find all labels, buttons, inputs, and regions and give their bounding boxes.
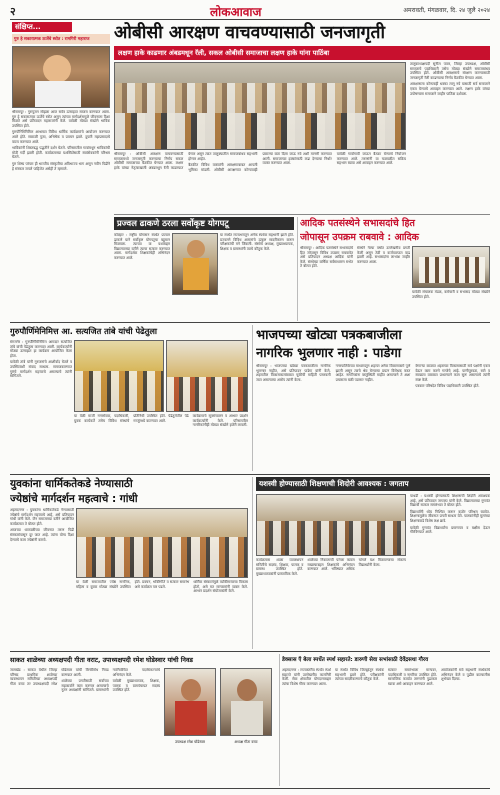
lead-body-right: तालुकाध्यक्षपदी सुनील पवार, जिल्हा उपाध्यक्ष, ओबीसी समाजाचे पदाधिकारी तसेच मोठ्या संख्येने समाजबांधव उपस्थित होते. ओबीसी आरक्षणाचे संरक्षण करण्यासाठी जनजागृती रॅली काढण्याचा निर्णय बैठकीत घेण्यात आला. आरक्षणाला कोणताही धक्का लागू नये यासाठी सर्व समाजाने एकत्र येण्याचे आवाहन करण्यात आले. लक्षण हाके यांच्या उपोषणाला समाजाने जाहीर पाठिंबा दर्शवला. [410, 62, 490, 96]
story4-photo-2 [166, 340, 248, 412]
section-rule [10, 322, 490, 323]
story9-body: अहमदनगर : राज्यस्तरीय स्पर्धेत स्पर्श सहारते यांनी उल्लेखनीय कामगिरी केली. सेवा क्षेत्रातील योगदानाबद्दल त्यांचा विशेष गौरव करण्यात आला. या स्पर्धेत विविध जिल्ह्यांतून स्पर्धक सहभागी झाले होते. परीक्षकांनी त्यांच्या सादरीकरणाचे कौतुक केले. सत्कार समारंभाला मान्यवर, पदाधिकारी व नागरिक उपस्थित होते. सामाजिक कार्यात तरुणांनी पुढाकार घ्यावा असे आवाहन करण्यात आले. आयोजकांनी सर्व सहभागी स्पर्धकांचे अभिनंदन केले व पुढील वाटचालीस शुभेच्छा दिल्या. [282, 668, 490, 686]
story2-headline: प्रज्वल ढाकणे ठरला सर्वोकृष्ट योगपटू [114, 217, 294, 230]
footer-rule [10, 788, 490, 789]
page-header [10, 4, 490, 18]
caption-2: अध्यक्ष गीता वराट [234, 740, 258, 744]
header-rule [10, 19, 490, 20]
story4-body-left: संगमनेर : गुरुपौर्णिमेनिमित्त आमदार सत्यजित तांबे यांची पेढेतुला करण्यात आली. कार्यकर्त्यांनी मोठ्या उत्साहात हा कार्यक्रम आयोजित केला होता. यावेळी तांबे यांनी गुरुजनांचे आशीर्वाद घेतले व उपस्थितांशी संवाद साधला. समाजकारणात गुरुंचे मार्गदर्शन महत्त्वाचे असल्याचे त्यांनी सांगितले. [10, 340, 72, 379]
story5-headline-2: नागरिक भुलणार नाही : पाडेगा [256, 346, 402, 361]
story7-headline: यशस्वी होण्यासाठी शिक्षणाची शिदोरी आवश्यक : जगताप [256, 477, 490, 491]
column-divider [252, 477, 253, 649]
section-rule [10, 651, 490, 652]
story5-body: श्रीरामपूर : भाजपच्या खोट्या पत्रकबाजीला नागरिक भुलणार नाहीत, असे प्रतिपादन पाडेगा यांनी केले. शहरातील विकासकामांबाबत चुकीची माहिती पसरवली जात असल्याचा आरोप त्यांनी केला. नगरपालिकेच्या माध्यमातून शहरात अनेक विकासकामे पूर्ण झाली असून त्याचे श्रेय घेण्याचा प्रयत्न विरोधक करत आहेत. नागरिकांना वस्तुस्थिती माहीत असल्याने ते अशा प्रचाराला बळी पडणार नाहीत. येणाऱ्या काळात शहराच्या विकासासाठी सर्व पक्षांनी एकत्र येऊन काम करणे गरजेचे आहे. पाणीपुरवठा, रस्ते व स्वच्छता याबाबत प्राधान्याने काम सुरू असल्याचे त्यांनी स्पष्ट केले. पत्रकार परिषदेत विविध पदाधिकारी उपस्थित होते. [256, 364, 490, 389]
story2-body-right: या स्पर्धेत राज्यभरातून अनेक स्पर्धक सहभागी झाले होते. प्रज्वलने विविध आसनांचे उत्कृष्ट सादरीकरण करून परीक्षकांची मने जिंकली. संस्थेचे अध्यक्ष, मुख्याध्यापक, शिक्षक व ग्रामस्थांनी त्याचे कौतुक केले. [220, 233, 294, 251]
story2-body-left: कोल्हार : राष्ट्रीय योगासन स्पर्धेत प्रज्वल ढाकणे याने सर्वोकृष्ट योगपटूचा बहुमान मिळवला. त्याच्या या यशाबद्दल विद्यालयाच्या वतीने त्याचा सत्कार करण्यात आला. मार्गदर्शक शिक्षकांचेही अभिनंदन करण्यात आले. [114, 233, 170, 260]
lead-subheadline: लक्षण हाके काढणार अंबडमधून रॅली, सकल ओबीसी समाजाचा लक्षण हाके यांना पाठिंबा [114, 46, 490, 60]
sidebar-item-title: गुरु हे सकारात्मक ऊर्जेचे स्त्रोत : रामगिरी महाराज [12, 34, 110, 44]
lead-body-left: श्रीरामपूर : ओबीसी आरक्षण वाचवण्यासाठी समाजामध्ये जनजागृती करण्याचा निर्णय सकल ओबीसी समाजाच्या बैठकीत घेण्यात आला. लक्षण हाके यांच्या नेतृत्वाखाली अंबडमधून रॅली काढण्यात येणार असून त्यात तालुक्यातील समाजबांधव सहभागी होणार आहेत. बैठकीत विविध वक्त्यांनी आरक्षणाबाबत आपली भूमिका मांडली. ओबीसी आरक्षणात कोणत्याही प्रकारचा वाटा दिला जाऊ नये अशी मागणी करण्यात आली. समाजाच्या हक्कांसाठी लढा देण्याचा निर्धार व्यक्त करण्यात आला. यावेळी गावोगावी जाऊन बैठका घेण्याचे नियोजन करण्यात आले. तरुणांनी या चळवळीत सक्रिय सहभाग घ्यावा असे आवाहन करण्यात आले. [114, 152, 406, 172]
section-rule [10, 474, 490, 475]
column-divider [279, 654, 280, 786]
column-divider [252, 325, 253, 471]
sidebar-body: श्रीरामपूर : गुरुपूजन सोहळा आज सर्वत्र उत्साहात साजरा करण्यात आला. गुरु हे सकारात्मक ऊर्जेचे स्त्रोत असून त्यांच्या मार्गदर्शनामुळे जीवनाला दिशा मिळते असे प्रतिपादन महाराजांनी केले. यावेळी मोठ्या संख्येने भाविक उपस्थित होते. गुरुपौर्णिमेनिमित्त आश्रमात विविध धार्मिक कार्यक्रमांचे आयोजन करण्यात आले होते. सकाळी पूजा, अभिषेक व प्रवचन झाले. दुपारी महाप्रसादाचे वाटप करण्यात आले. भाविकांनी शिस्तबद्ध पद्धतीने दर्शन घेतले. परिसरातील गावांमधून भाविकांची मोठी गर्दी झाली होती. कार्यक्रमाच्या यशस्वितेसाठी स्वयंसेवकांनी परिश्रम घेतले. गुरु शिष्य परंपरा ही भारतीय संस्कृतीचा अविभाज्य भाग असून नवीन पिढीने हे संस्कार जपले पाहिजेत असेही ते म्हणाले. [12, 110, 110, 171]
lead-headline: ओबीसी आरक्षण वाचवण्यासाठी जनजागृती [114, 23, 386, 43]
issue-date: अमरावती, मंगळवार, दि. २४ जुलै २०२४ [403, 7, 490, 14]
column-divider [297, 217, 298, 321]
story8-headline: साकत शाळेच्या अध्यक्षपदी गीता वराट, उपाध्यक्षपदी रमेश घोडेस्वार यांची निवड [10, 656, 193, 664]
story2-photo [172, 233, 218, 295]
story4-photo-1 [74, 340, 164, 412]
story3-photo [412, 246, 490, 288]
story6-headline-2: ज्येष्ठांचे मार्गदर्शन महत्वाचे : गांधी [10, 493, 138, 505]
story3-body: श्रीरामपूर : आदिक पतसंस्थेने सभासदांचे हित जोपासून विविध उपक्रम राबवावेत असे प्रतिपादन अध्यक्ष आदिक यांनी केले. संस्थेच्या वार्षिक सर्वसाधारण सभेत ते बोलत होते. संस्थेने गेल्या वर्षात उल्लेखनीय प्रगती केली असून ठेवी व कर्जवाटपात वाढ झाली आहे. सभासदांना लाभांश जाहीर करण्यात आला. [300, 246, 410, 269]
story3-body-2: यावेळी संचालक मंडळ, कर्मचारी व सभासद मोठ्या संख्येने उपस्थित होते. [412, 290, 490, 299]
story9-headline: डेक्सास ऍ बेला स्पर्धेत स्पर्श सहारते: डारुणी सेवा सभांसाठी देवेंद्रसथा गौरव [282, 657, 429, 663]
sidebar-label: संक्षिप्त... [12, 22, 72, 32]
lead-photo [114, 62, 406, 150]
masthead: लोकआवाज [210, 5, 262, 19]
story8-photo-2 [220, 668, 272, 736]
story6-photo [76, 508, 248, 578]
story3-subheadline: जोपासून उपक्रम राबवावे : आदिक [300, 232, 419, 243]
story7-photo [256, 494, 406, 556]
story4-headline: गुरुपौर्णिमेनिमित्त आ. सत्यजित तांबे यांची पेढेतुला [10, 326, 158, 336]
caption-1: उपाध्यक्ष रमेश घोडेस्वार [174, 740, 206, 744]
story8-photo-1 [164, 668, 216, 736]
sidebar-photo [12, 46, 110, 108]
story8-body: जामखेड : साकत येथील जिल्हा परिषद प्राथमिक शाळेच्या व्यवस्थापन समितीच्या अध्यक्षपदी गीता वराट तर उपाध्यक्षपदी रमेश घोडेस्वार यांची बिनविरोध निवड करण्यात आली. शाळेच्या प्रगतीसाठी सर्वांच्या सहकार्याने काम करणार असल्याचे नूतन अध्यक्षांनी सांगितले. ग्रामस्थांनी नवनिर्वाचित पदाधिकाऱ्यांचे अभिनंदन केले. यावेळी मुख्याध्यापक, शिक्षक, पालक व ग्रामपंचायत सदस्य उपस्थित होते. [10, 668, 160, 693]
divider [114, 214, 490, 215]
story3-headline: आदिक पतसंस्थेने सभासदांचे हित [300, 218, 415, 229]
story6-body-right: या वेळी समाजातील ज्येष्ठ नागरिक, महिला व युवक मोठ्या संख्येने उपस्थित होते. प्रवचन, भक्तिगीते व सत्कार समारंभ असे कार्यक्रम पार पडले. धार्मिक संस्कारांमुळे व्यक्तिमत्त्वाचा विकास होतो, असे मत मान्यवरांनी व्यक्त केले. आभार प्रदर्शन संयोजकांनी केले. [76, 580, 248, 594]
story7-body-bottom: कार्यक्रमास शाळा व्यवस्थापन समितीचे सदस्य, शिक्षक, पालक व ग्रामस्थ उपस्थित होते. मुख्याध्यापकांनी प्रास्ताविक केले. शाळेच्या निकालाची परंपरा कायम राखल्याबद्दल शिक्षकांचे अभिनंदन करण्यात आले. भविष्यात अधिक चांगले यश मिळवण्याचा संकल्प विद्यार्थ्यांनी केला. [256, 558, 406, 576]
story4-body-right: या वेळी माजी नगरसेवक, पदाधिकारी, युवक कार्यकर्ते तसेच विविध संस्थांचे प्रतिनिधी उपस्थित होते. पेढेतुलेतील पेढे गरजूंमध्ये वाटण्यात आले. कार्यक्रमाचे सूत्रसंचालन व आभार प्रदर्शन कार्यकर्त्यांनी केले. परिसरातील नागरिकांनीही मोठ्या संख्येने हजेरी लावली. [74, 414, 248, 428]
story6-headline-1: युवकांना धार्मिकतेकडे नेण्यासाठी [10, 478, 133, 490]
story7-body-right: पाथर्डी : यशस्वी होण्यासाठी शिक्षणाची शिदोरी आवश्यक आहे, असे प्रतिपादन जगताप यांनी केले. विद्यालयाच्या गुणवंत विद्यार्थी सत्कार समारंभात ते बोलत होते. विद्यार्थ्यांनी ध्येय निश्चित करून कठोर परिश्रम घ्यावेत. शिक्षणामुळेच जीवनात प्रगती साधता येते. पालकांनीही मुलांच्या शिक्षणाकडे विशेष लक्ष द्यावे. यावेळी गुणवंत विद्यार्थ्यांना प्रमाणपत्र व बक्षीस देऊन गौरविण्यात आले. [410, 494, 490, 535]
story6-body-left: अहमदनगर : युवकांना धार्मिकतेकडे नेण्यासाठी ज्येष्ठांचे मार्गदर्शन महत्त्वाचे आहे, असे प्रतिपादन गांधी यांनी केले. जैन समाजाच्या वतीने आयोजित कार्यक्रमात ते बोलत होते. आजच्या धावपळीच्या जीवनात तरुण पिढी संस्कारांपासून दूर जात आहे. त्यांना योग्य दिशा देण्याचे काम ज्येष्ठांनी करावे. [10, 508, 74, 542]
page-number: २ [10, 5, 16, 18]
story5-headline-1: भाजपच्या खोट्या पत्रकबाजीला [256, 328, 402, 343]
